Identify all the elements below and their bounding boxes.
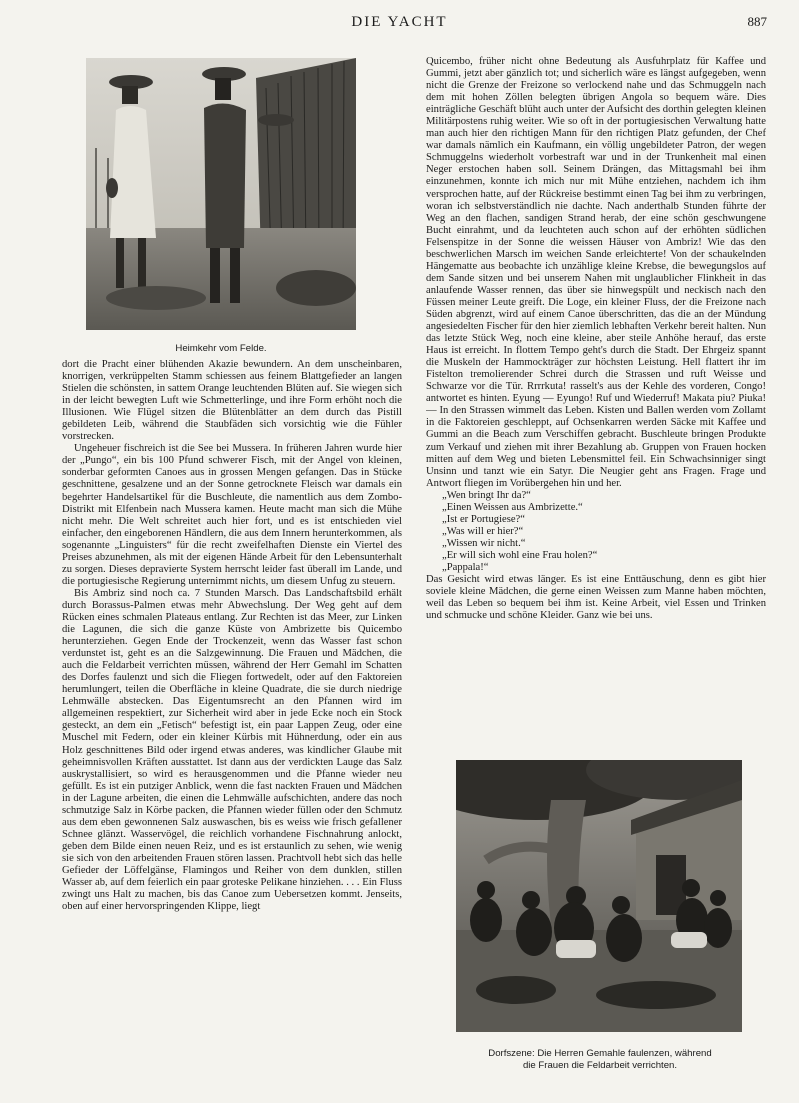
- page-header: [0, 14, 799, 36]
- right-text-column: [426, 56, 766, 746]
- right-paragraph-2: Das Gesicht wird etwas länger. Es ist eine Enttäuschung, denn es gibt hier soviele kleine Mädchen, die gerne einen Weissen zum Manne haben möchten, weil das Leben so bequem bei ihm ist. Keine Arbeit, viel Essen und Trinken und schmucke und schöne Kleider. Ganz wie bei uns.: [426, 574, 766, 622]
- photo-village-scene: [456, 760, 742, 1032]
- dialogue-line: „Einen Weissen aus Ambrizette.“: [442, 501, 583, 513]
- journal-title: DIE YACHT: [351, 14, 448, 30]
- dialogue-line: „Was will er hier?“: [442, 525, 524, 537]
- left-paragraph-1: dort die Pracht einer blühenden Akazie bewundern. An dem unscheinbaren, knorrigen, verkrüppelten Stamm schiessen aus feinem Blattgefieder an langen Stielen die schönsten, in sattem Orange leuchtenden Blüten auf. Sie wiegen sich in der leicht bewegten Luft wie Schmetterlinge, und ihre Form erhöht noch die Illusionen. Wie Flügel sitzen die Blütenblätter an dem durch das Pistill gebildeten Leib, während die Staubfäden sich vorsichtig wie die Fühler vorstrecken.: [62, 359, 402, 443]
- page-number: 887: [747, 14, 767, 29]
- dialogue-line: „Er will sich wohl eine Frau holen?“: [442, 549, 598, 561]
- figure-caption-2: [450, 1048, 750, 1072]
- right-paragraph-1: Quicembo, früher nicht ohne Bedeutung als Ausfuhrplatz für Kaffee und Gummi, jetzt aber gänzlich tot; und sicherlich wäre es längst aufgegeben, wenn nicht die Grenze der Freizone so verlockend nahe und das Schmuggeln nach dem mit hohen Zöllen belegten übrigen Angola so bequem wäre. Dies einträgliche Geschäft blüht auch unter der Aufsicht des dorthin gelegten kleinen Militärpostens ruhig weiter. Wie so oft in der portugiesischen Verwaltung hatte man auch hier den richtigen Mann für den richtigen Platz gefunden, der Chef war damals nämlich ein Kaufmann, ein völlig ungebildeter Patron, der wegen Schmuggelns wiederholt vorbestraft war und in der Trunkenheit mal einen Neger erstochen haben soll. Seinem Drängen, das Mittagsmahl bei ihm einzunehmen, konnte ich mich nur mit Mühe entziehen, nachdem ich ihm versprochen hatte, auf der Rückreise bestimmt einen Tag bei ihm zu verbringen, woran ich selbstverständlich nie dachte. Nach anderthalb Stunden führte der Weg an den flachen, sandigen Strand herab, der eine schön geschwungene Bucht einrahmt, und da leuchteten auch schon auf der erhöhten südlichen Felsenspitze in der Sonne die weissen Häuser von Ambriz! Wie das den beschwerlichen Marsch im weichen Sande erleichterte! Von der schaukelnden Hängematte aus beobachte ich unzählige kleine Krebse, die bewegungslos auf dem Sande sitzen und bei unserem Nahen mit unglaublicher Flinkheit in das anlaufende Wasser rennen, das über sie hinwegspült und neckisch nach den Füssen meiner Leute greift. Die Loge, ein kleiner Fluss, der die Freizone nach Süden abgrenzt, wird auf einem Canoe überschritten, das die an der Mündung angesiedelten Fischer für den hier ziemlich lebhaften Verkehr bereit halten. Nun das letzte Stück Weg, noch eine kleine, aber steile Anhöhe herauf, das erste Haus ist erreicht. In flottem Tempo geht's durch die Stadt. Der Ehrgeiz spannt die Muskeln der Hammockträger zur höchsten Leistung. Hell flattert ihr im Fistelton tremolierender Schrei durch die Strassen und ruft Weisse und Schwarze vor die Tür. Rrrrkuta! rasselt's aus der Kehle des vorderen, Congo! antwortet es hinten. Eyung — Eyungo! Ruf und Wiederruf! Makata piu? Piuka! — In den Strassen wimmelt das Leben. Kisten und Ballen werden vom Zollamt in die Faktoreien geschleppt, auf Ochsenkarren werden Säcke mit Kaffee und Gummi an die Beach zum Verschiffen gebracht. Buschleute bringen Produkte zum Verkauf und ziehen mit ihrer Bezahlung ab. Gruppen von Frauen hocken mitten auf dem Weg und bieten Lebensmittel feil. Ein Schwachsinniger singt Unsinn und tanzt wie ein Satyr. Die Neugier geht ans Fragen. Frage und Antwort fliegen im Vorübergehen hin und her.: [426, 56, 766, 489]
- dialogue-line: „Wissen wir nicht.“: [442, 537, 526, 549]
- figure-caption-1: Heimkehr vom Felde.: [175, 343, 267, 354]
- photo-homecoming-from-field: [86, 58, 356, 330]
- figure-caption-2-line-2: die Frauen die Feldarbeit verrichten.: [522, 1060, 678, 1071]
- dialogue-line: „Wen bringt Ihr da?“: [442, 489, 531, 501]
- left-paragraph-3: Bis Ambriz sind noch ca. 7 Stunden Marsch. Das Landschaftsbild erhält durch Borassus-Palmen etwas mehr Abwechslung. Der Weg geht auf dem Rücken eines schmalen Plateaus entlang. Zur Rechten ist das Meer, zur Linken die Lagunen, die sich die ganze Küste von Ambrizette bis Quicembo herunterziehen. Gegen Ende der Trockenzeit, wenn das Wasser fast schon verdunstet ist, geht es an die Salzgewinnung. Die Frauen und Mädchen, die auch die Feldarbeit verrichten müssen, während der Herr Gemahl im Schatten des Dorfes faulenzt und sich die Fliegen fortwedelt, oder auf den Faktoreien herumlungert, teilen die Oberfläche in kleine Quadrate, die sie durch niedrige Lehmwälle abstecken. Das Eigentumsrecht an den Pfannen wird im allgemeinen respektiert, zur Sicherheit wird aber in jede Ecke noch ein Stock gesteckt, an dem ein „Fetisch“ befestigt ist, ein paar Lappen Zeug, oder eine Muschel mit Federn, oder ein kleiner Kürbis mit Hühnerdung, oder ein aus Holz geschnittenes Bild oder irgend etwas anderes, was kindlicher Glaube mit geheimnisvollen Kräften ausstattet. Ist dann aus der verdickten Lauge das Salz auskrystallisiert, so wird es herausgenommen und die Pfanne wieder neu gefüllt. Es ist ein putziger Anblick, wenn die fast nackten Frauen und Mädchen in der Lagune arbeiten, die einen die Lehmwälle aufschichten, andere das noch schmutzige Salz in Körbe packen, die Pfannen wieder füllen oder den Schmutz aus dem eben gewonnenen Salz auswaschen, bis es weiss wie frisch gefallener Schnee glänzt. Wasservögel, die reichlich vorhandene Fischnahrung anlockt, geben dem Bilde einen neuen Reiz, und es ist erstaunlich zu sehen, wie wenig sie sich von den arbeitenden Frauen stören lassen. Prachtvoll hebt sich das helle Gefieder der Löffelgänse, Flamingos und Reiher von dem dunklen, stillen Wasser ab, auf dem feierlich ein paar groteske Pelikane hinziehen. . . . Ein Fluss zwingt uns Halt zu machen, bis das Canoe zum Uebersetzen kommt. Jenseits, oben auf einer hervorspringenden Klippe, liegt: [62, 587, 402, 913]
- dialogue-line: „Pappala!“: [442, 561, 489, 573]
- left-text-column: [62, 359, 402, 1094]
- dialogue-line: „Ist er Portugiese?“: [442, 513, 525, 525]
- left-paragraph-2: Ungeheuer fischreich ist die See bei Mussera. In früheren Jahren wurde hier der „Pungo“, ein bis 100 Pfund schwerer Fisch, mit der Angel von kleinen, sonderbar geformten Canoes aus in grossen Mengen gefangen. Das in Stücke geschnittene, gesalzene und an der Sonne getrocknete Fleisch war damals ein begehrter Handelsartikel für die Buschleute, die namentlich aus dem Zombo-Distrikt mit Elfenbein nach Mussera kamen. Heute macht man sich die Mühe nicht mehr. Die Welt schreitet auch hier fort, und es ist entschieden viel einfacher, den eingeborenen Händlern, die aus dem Innern herunterkommen, als sogenannte „Linguisters“ für die recht zweifelhaften Dienste ein Viertel des Preises abzunehmen, als mit der eigenen Hände Arbeit für den Lebensunterhalt zu sorgen. Dieses depravierte System herrscht leider fast überall im Lande, und die portugiesische Regierung unternimmt nichts, um diesem Unfug zu steuern.: [62, 443, 402, 587]
- figure-caption-2-line-1: Dorfszene: Die Herren Gemahle faulenzen, während: [488, 1048, 712, 1059]
